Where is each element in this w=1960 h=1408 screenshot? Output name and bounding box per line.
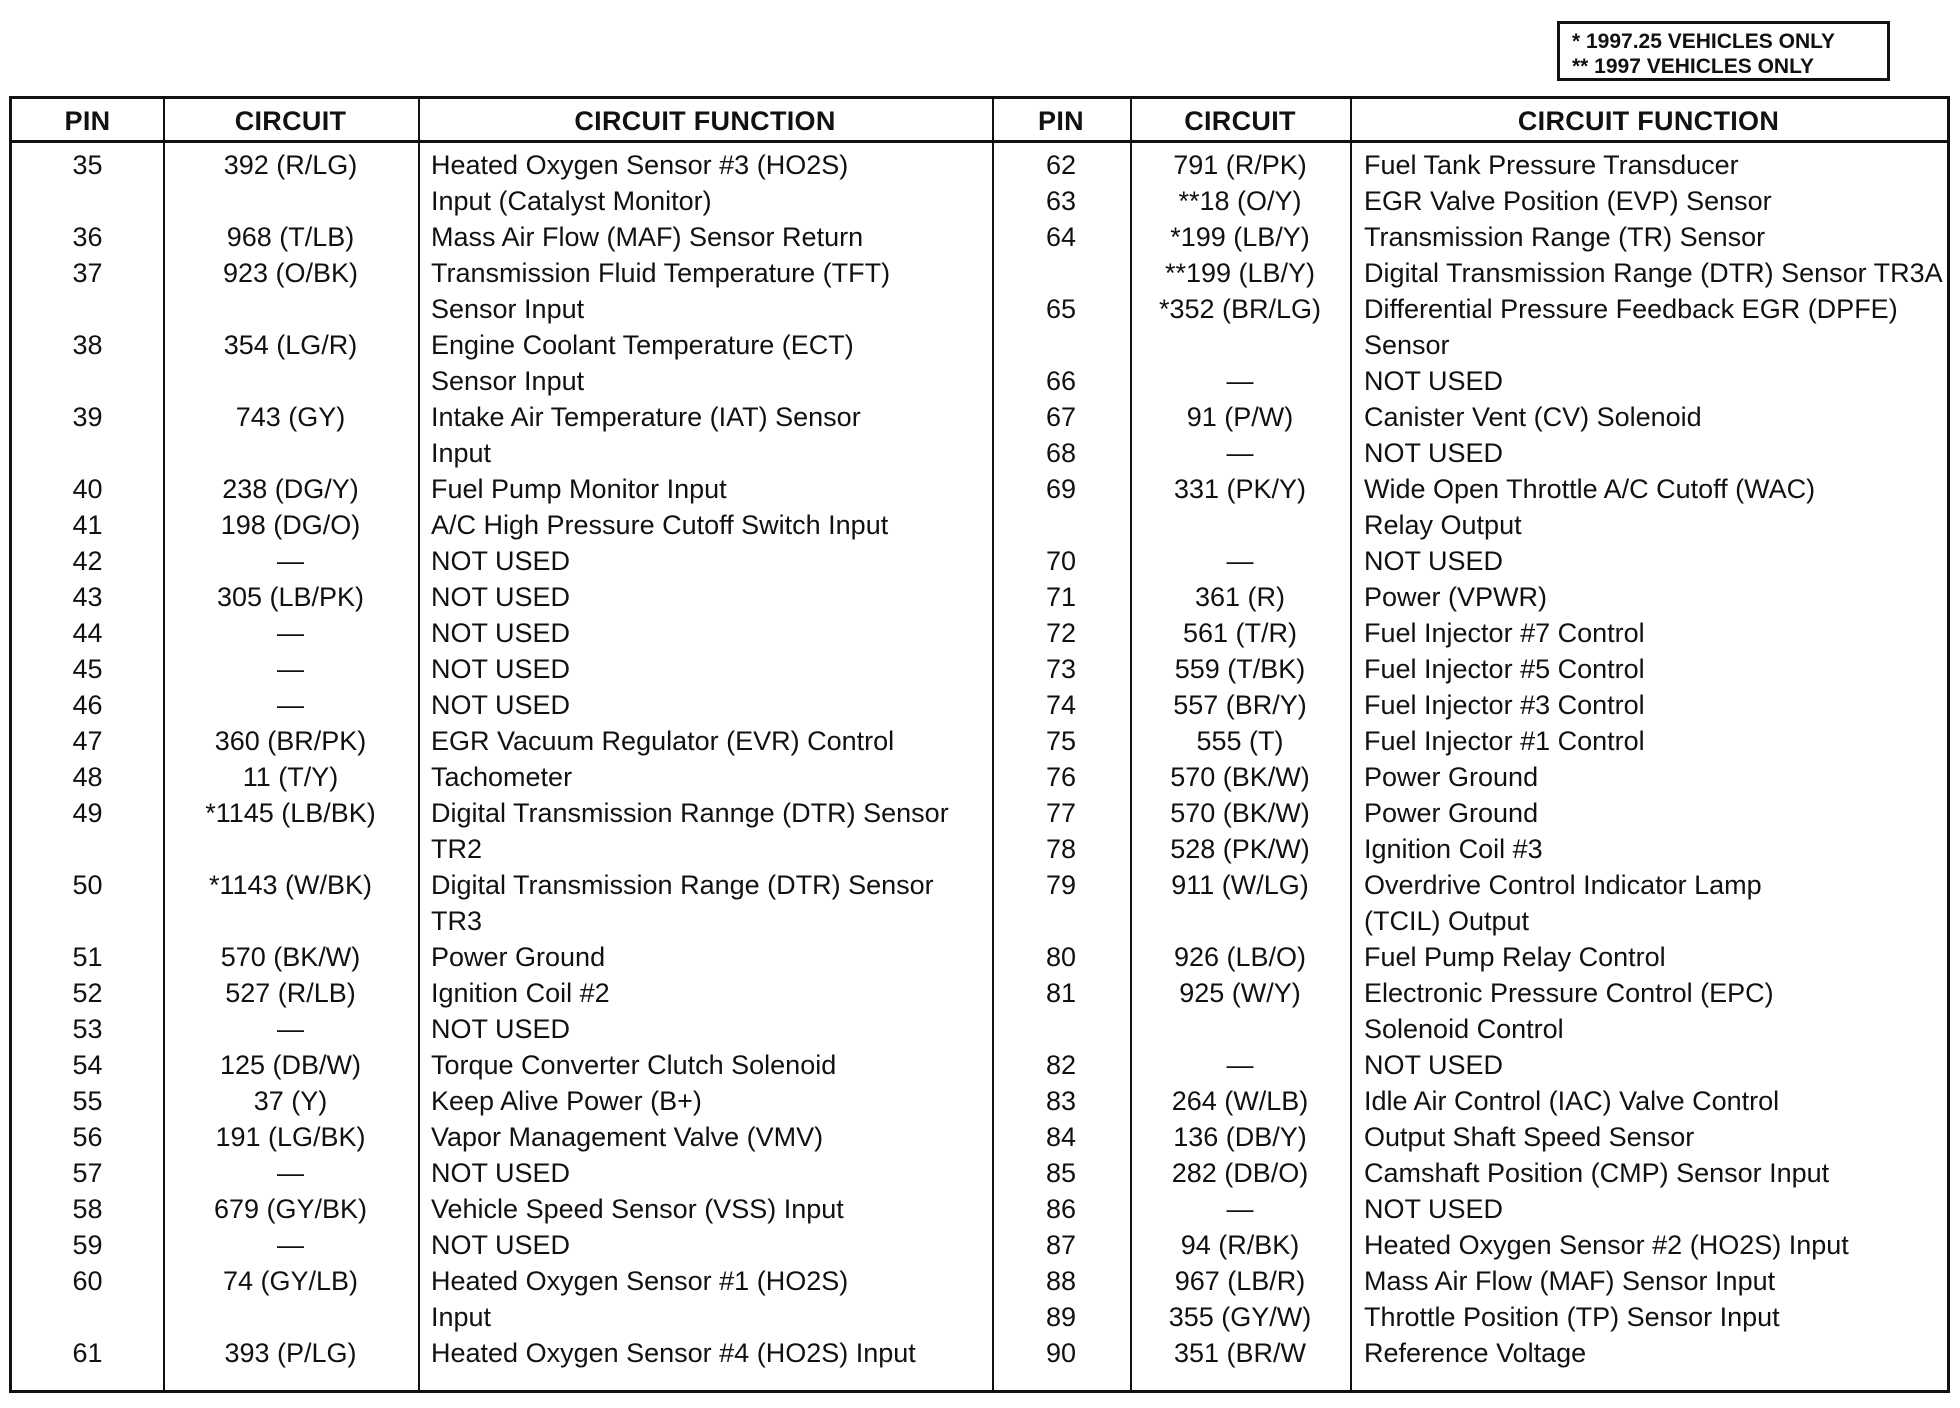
pin-cell-right: 64 xyxy=(1045,222,1077,252)
table-row xyxy=(12,759,1947,795)
pin-cell-left: 49 xyxy=(72,798,103,828)
pin-cell-right: 79 xyxy=(1045,870,1077,900)
circuit-cell-right: 561 (T/R) xyxy=(1182,618,1298,648)
function-cell-left: NOT USED xyxy=(431,582,571,612)
circuit-cell-left: 392 (R/LG) xyxy=(223,150,358,180)
table-row xyxy=(12,147,1947,183)
function-cell-left: Heated Oxygen Sensor #3 (HO2S) xyxy=(431,150,849,180)
circuit-cell-right: — xyxy=(1226,1050,1254,1080)
function-cell-left: Heated Oxygen Sensor #4 (HO2S) Input xyxy=(431,1338,916,1368)
pin-circuit-table xyxy=(9,96,1950,1393)
function-cell-left: Vapor Management Valve (VMV) xyxy=(431,1122,824,1152)
circuit-cell-left: 679 (GY/BK) xyxy=(213,1194,368,1224)
function-cell-right: NOT USED xyxy=(1364,366,1504,396)
pin-cell-right: 67 xyxy=(1045,402,1077,432)
circuit-cell-right xyxy=(1130,903,1350,939)
circuit-cell-left: 37 (Y) xyxy=(253,1086,328,1116)
function-cell-left: Digital Transmission Rannge (DTR) Sensor xyxy=(431,798,949,828)
pin-cell-right: 75 xyxy=(1045,726,1077,756)
pin-cell-right: 83 xyxy=(1045,1086,1077,1116)
pin-cell-left: 47 xyxy=(72,726,103,756)
circuit-cell-right xyxy=(1130,1011,1350,1047)
pin-cell-right: 84 xyxy=(1045,1122,1077,1152)
table-row xyxy=(12,1155,1947,1191)
header-pin-left: PIN xyxy=(64,106,111,136)
function-cell-right: Fuel Tank Pressure Transducer xyxy=(1364,150,1739,180)
table-row xyxy=(12,867,1947,903)
circuit-cell-right: *199 (LB/Y) xyxy=(1170,222,1310,252)
pin-cell-left: 51 xyxy=(72,942,103,972)
circuit-cell-right: — xyxy=(1226,366,1254,396)
circuit-cell-right: 94 (R/BK) xyxy=(1180,1230,1300,1260)
pin-cell-left xyxy=(12,903,163,939)
pin-cell-left: 46 xyxy=(72,690,103,720)
circuit-cell-left: 527 (R/LB) xyxy=(225,978,356,1008)
circuit-cell-left xyxy=(163,831,418,867)
pin-cell-left: 43 xyxy=(72,582,103,612)
table-row xyxy=(12,1011,1947,1047)
pin-cell-left: 44 xyxy=(72,618,103,648)
function-cell-right: NOT USED xyxy=(1364,1194,1504,1224)
function-cell-left: NOT USED xyxy=(431,546,571,576)
header-function-right: CIRCUIT FUNCTION xyxy=(1517,106,1780,136)
function-cell-right: Transmission Range (TR) Sensor xyxy=(1364,222,1766,252)
pin-cell-right: 69 xyxy=(1045,474,1077,504)
pin-cell-right: 68 xyxy=(1045,438,1077,468)
header-circuit-right: CIRCUIT xyxy=(1184,106,1296,136)
circuit-cell-left: 360 (BR/PK) xyxy=(214,726,367,756)
pin-cell-right: 87 xyxy=(1045,1230,1077,1260)
pin-cell-right: 82 xyxy=(1045,1050,1077,1080)
function-cell-left: NOT USED xyxy=(431,1158,571,1188)
pin-cell-left: 42 xyxy=(72,546,103,576)
pin-cell-right: 63 xyxy=(1045,186,1077,216)
table-body xyxy=(12,147,1947,1371)
function-cell-left: Ignition Coil #2 xyxy=(431,978,610,1008)
circuit-cell-left: 305 (LB/PK) xyxy=(216,582,365,612)
circuit-cell-right: 331 (PK/Y) xyxy=(1173,474,1307,504)
function-cell-right: Fuel Injector #3 Control xyxy=(1364,690,1645,720)
function-cell-right: Power Ground xyxy=(1364,762,1539,792)
pin-cell-right xyxy=(992,507,1130,543)
function-cell-right: Fuel Pump Relay Control xyxy=(1364,942,1666,972)
function-cell-left: Transmission Fluid Temperature (TFT) xyxy=(431,258,891,288)
function-cell-left: TR3 xyxy=(431,906,483,936)
function-cell-left: NOT USED xyxy=(431,654,571,684)
circuit-cell-right: 926 (LB/O) xyxy=(1173,942,1307,972)
circuit-cell-right: 282 (DB/O) xyxy=(1171,1158,1309,1188)
function-cell-right: Canister Vent (CV) Solenoid xyxy=(1364,402,1702,432)
circuit-cell-right: — xyxy=(1226,546,1254,576)
table-row xyxy=(12,939,1947,975)
table-row xyxy=(12,1335,1947,1371)
circuit-cell-left xyxy=(163,291,418,327)
function-cell-left: EGR Vacuum Regulator (EVR) Control xyxy=(431,726,895,756)
circuit-cell-left: 11 (T/Y) xyxy=(242,762,339,792)
circuit-cell-left xyxy=(163,1299,418,1335)
table-row xyxy=(12,183,1947,219)
pin-cell-left: 52 xyxy=(72,978,103,1008)
circuit-cell-left: 125 (DB/W) xyxy=(219,1050,362,1080)
pin-cell-left: 36 xyxy=(72,222,103,252)
function-cell-left: TR2 xyxy=(431,834,483,864)
table-row xyxy=(12,291,1947,327)
circuit-cell-left: 743 (GY) xyxy=(235,402,346,432)
table-row xyxy=(12,543,1947,579)
circuit-cell-left: 968 (T/LB) xyxy=(226,222,355,252)
table-row xyxy=(12,327,1947,363)
function-cell-left: Input xyxy=(431,1302,492,1332)
function-cell-left: Digital Transmission Range (DTR) Sensor xyxy=(431,870,934,900)
function-cell-right: NOT USED xyxy=(1364,438,1504,468)
circuit-cell-right: 555 (T) xyxy=(1196,726,1284,756)
table-row xyxy=(12,1227,1947,1263)
pin-cell-right: 71 xyxy=(1045,582,1077,612)
pin-cell-right: 90 xyxy=(1045,1338,1077,1368)
function-cell-right: Electronic Pressure Control (EPC) xyxy=(1364,978,1774,1008)
circuit-cell-right: 925 (W/Y) xyxy=(1179,978,1301,1008)
pin-cell-right: 62 xyxy=(1045,150,1077,180)
circuit-cell-left: — xyxy=(277,1230,304,1260)
pin-cell-right: 85 xyxy=(1045,1158,1077,1188)
pin-cell-left: 48 xyxy=(72,762,103,792)
pin-cell-left: 50 xyxy=(72,870,103,900)
table-row xyxy=(12,687,1947,723)
circuit-cell-left: 198 (DG/O) xyxy=(220,510,361,540)
circuit-cell-left: — xyxy=(277,618,304,648)
circuit-cell-left: 354 (LG/R) xyxy=(223,330,358,360)
pin-cell-right xyxy=(992,327,1130,363)
table-row xyxy=(12,579,1947,615)
table-row xyxy=(12,1191,1947,1227)
pin-cell-left: 57 xyxy=(72,1158,103,1188)
function-cell-right: Reference Voltage xyxy=(1364,1338,1587,1368)
circuit-cell-right: 355 (GY/W) xyxy=(1168,1302,1312,1332)
function-cell-left: Torque Converter Clutch Solenoid xyxy=(431,1050,837,1080)
circuit-cell-right: 264 (W/LB) xyxy=(1171,1086,1309,1116)
pin-cell-right: 74 xyxy=(1045,690,1077,720)
circuit-cell-right: — xyxy=(1226,438,1254,468)
pin-cell-right: 65 xyxy=(1045,294,1077,324)
circuit-cell-left: 570 (BK/W) xyxy=(220,942,361,972)
pin-cell-left xyxy=(12,831,163,867)
table-row xyxy=(12,1299,1947,1335)
function-cell-right: Fuel Injector #7 Control xyxy=(1364,618,1645,648)
pin-cell-left: 54 xyxy=(72,1050,103,1080)
legend-line-1997: ** 1997 VEHICLES ONLY xyxy=(1572,55,1814,78)
circuit-cell-left xyxy=(163,435,418,471)
circuit-cell-right: 351 (BR/W xyxy=(1173,1338,1307,1368)
pin-cell-right xyxy=(992,1011,1130,1047)
function-cell-left: Keep Alive Power (B+) xyxy=(431,1086,702,1116)
circuit-cell-left: 191 (LG/BK) xyxy=(215,1122,366,1152)
function-cell-right: EGR Valve Position (EVP) Sensor xyxy=(1364,186,1772,216)
function-cell-right: Overdrive Control Indicator Lamp xyxy=(1364,870,1762,900)
function-cell-right: Fuel Injector #5 Control xyxy=(1364,654,1645,684)
circuit-cell-right: 911 (W/LG) xyxy=(1171,870,1309,900)
function-cell-left: Tachometer xyxy=(431,762,573,792)
table-row xyxy=(12,363,1947,399)
header-function-left: CIRCUIT FUNCTION xyxy=(574,106,836,136)
circuit-cell-right: 136 (DB/Y) xyxy=(1173,1122,1307,1152)
pin-cell-right: 77 xyxy=(1045,798,1077,828)
circuit-cell-right: 791 (R/PK) xyxy=(1173,150,1307,180)
pin-cell-right: 73 xyxy=(1045,654,1077,684)
circuit-cell-right: 570 (BK/W) xyxy=(1170,798,1310,828)
circuit-cell-left: *1143 (W/BK) xyxy=(208,870,373,900)
pin-cell-right: 86 xyxy=(1045,1194,1077,1224)
function-cell-left: Sensor Input xyxy=(431,294,585,324)
circuit-cell-right: *352 (BR/LG) xyxy=(1158,294,1322,324)
function-cell-left: Fuel Pump Monitor Input xyxy=(431,474,727,504)
function-cell-left: Mass Air Flow (MAF) Sensor Return xyxy=(431,222,864,252)
table-row xyxy=(12,399,1947,435)
function-cell-right: Solenoid Control xyxy=(1364,1014,1564,1044)
table-row xyxy=(12,795,1947,831)
table-row xyxy=(12,831,1947,867)
function-cell-right: Camshaft Position (CMP) Sensor Input xyxy=(1364,1158,1830,1188)
circuit-cell-left: 393 (P/LG) xyxy=(224,1338,357,1368)
function-cell-right: Power (VPWR) xyxy=(1364,582,1548,612)
function-cell-left: Power Ground xyxy=(431,942,606,972)
pin-cell-right: 81 xyxy=(1045,978,1077,1008)
function-cell-left: A/C High Pressure Cutoff Switch Input xyxy=(431,510,889,540)
function-cell-right: NOT USED xyxy=(1364,546,1504,576)
table-row xyxy=(12,975,1947,1011)
function-cell-left: Heated Oxygen Sensor #1 (HO2S) xyxy=(431,1266,849,1296)
pin-cell-left: 53 xyxy=(72,1014,103,1044)
function-cell-right: Differential Pressure Feedback EGR (DPFE) xyxy=(1364,294,1898,324)
pin-cell-left xyxy=(12,183,163,219)
function-cell-left: NOT USED xyxy=(431,618,571,648)
function-cell-left: Input xyxy=(431,438,492,468)
circuit-cell-right: **18 (O/Y) xyxy=(1178,186,1302,216)
table-row xyxy=(12,651,1947,687)
pin-cell-left: 39 xyxy=(72,402,103,432)
table-row xyxy=(12,471,1947,507)
function-cell-right: Fuel Injector #1 Control xyxy=(1364,726,1645,756)
table-row xyxy=(12,219,1947,255)
function-cell-left: Sensor Input xyxy=(431,366,585,396)
pin-cell-left: 40 xyxy=(72,474,103,504)
function-cell-right: Heated Oxygen Sensor #2 (HO2S) Input xyxy=(1364,1230,1849,1260)
header-circuit-left: CIRCUIT xyxy=(234,106,347,136)
pin-cell-right: 76 xyxy=(1045,762,1077,792)
function-cell-right: Ignition Coil #3 xyxy=(1364,834,1543,864)
circuit-cell-left: — xyxy=(277,1014,304,1044)
table-row xyxy=(12,1047,1947,1083)
function-cell-left: Engine Coolant Temperature (ECT) xyxy=(431,330,854,360)
legend-line-1997-25: * 1997.25 VEHICLES ONLY xyxy=(1572,30,1836,53)
circuit-cell-left: 923 (O/BK) xyxy=(222,258,359,288)
function-cell-left: Intake Air Temperature (IAT) Sensor xyxy=(431,402,861,432)
circuit-cell-right: 559 (T/BK) xyxy=(1174,654,1306,684)
pin-cell-left: 60 xyxy=(72,1266,103,1296)
pin-cell-left: 56 xyxy=(72,1122,103,1152)
circuit-cell-left xyxy=(163,903,418,939)
circuit-cell-left: — xyxy=(277,1158,304,1188)
pin-cell-right: 66 xyxy=(1045,366,1077,396)
circuit-cell-right: 91 (P/W) xyxy=(1186,402,1294,432)
circuit-cell-right: 570 (BK/W) xyxy=(1170,762,1310,792)
circuit-cell-left: — xyxy=(277,654,304,684)
pin-cell-right: 88 xyxy=(1045,1266,1077,1296)
function-cell-right: Mass Air Flow (MAF) Sensor Input xyxy=(1364,1266,1776,1296)
table-row xyxy=(12,507,1947,543)
pin-cell-right: 80 xyxy=(1045,942,1077,972)
function-cell-left: NOT USED xyxy=(431,1230,571,1260)
pin-cell-right: 89 xyxy=(1045,1302,1077,1332)
pin-cell-right: 70 xyxy=(1045,546,1077,576)
circuit-cell-left: — xyxy=(277,690,304,720)
pin-cell-right xyxy=(992,255,1130,291)
function-cell-right: Digital Transmission Range (DTR) Sensor TR3A xyxy=(1364,258,1943,288)
pin-cell-right: 78 xyxy=(1045,834,1077,864)
circuit-cell-right xyxy=(1130,327,1350,363)
function-cell-left: Vehicle Speed Sensor (VSS) Input xyxy=(431,1194,844,1224)
pin-cell-left xyxy=(12,1299,163,1335)
circuit-cell-left xyxy=(163,363,418,399)
vehicle-legend-box xyxy=(1557,21,1890,81)
circuit-cell-left: — xyxy=(277,546,304,576)
table-row xyxy=(12,1263,1947,1299)
header-pin-right: PIN xyxy=(1038,106,1084,136)
function-cell-right: (TCIL) Output xyxy=(1364,906,1530,936)
circuit-cell-right: 967 (LB/R) xyxy=(1174,1266,1306,1296)
function-cell-right: Throttle Position (TP) Sensor Input xyxy=(1364,1302,1780,1332)
table-row xyxy=(12,903,1947,939)
circuit-cell-left: *1145 (LB/BK) xyxy=(205,798,376,828)
function-cell-left: NOT USED xyxy=(431,690,571,720)
pin-cell-left xyxy=(12,363,163,399)
pin-cell-left: 41 xyxy=(72,510,103,540)
table-row xyxy=(12,615,1947,651)
pin-cell-left xyxy=(12,291,163,327)
function-cell-left: NOT USED xyxy=(431,1014,571,1044)
circuit-cell-left: 74 (GY/LB) xyxy=(222,1266,359,1296)
pin-cell-left: 58 xyxy=(72,1194,103,1224)
pin-cell-left xyxy=(12,435,163,471)
table-row xyxy=(12,1119,1947,1155)
pin-cell-left: 59 xyxy=(72,1230,103,1260)
function-cell-right: Sensor xyxy=(1364,330,1450,360)
circuit-cell-left xyxy=(163,183,418,219)
pin-cell-left: 35 xyxy=(72,150,103,180)
header-divider xyxy=(12,140,1947,143)
circuit-cell-right: 557 (BR/Y) xyxy=(1173,690,1307,720)
circuit-cell-right: 528 (PK/W) xyxy=(1170,834,1310,864)
table-row xyxy=(12,435,1947,471)
table-row xyxy=(12,723,1947,759)
pin-cell-left: 55 xyxy=(72,1086,103,1116)
pin-cell-left: 61 xyxy=(72,1338,103,1368)
pin-cell-left: 37 xyxy=(72,258,103,288)
table-row xyxy=(12,255,1947,291)
pin-cell-left: 45 xyxy=(72,654,103,684)
function-cell-right: Idle Air Control (IAC) Valve Control xyxy=(1364,1086,1780,1116)
table-row xyxy=(12,1083,1947,1119)
function-cell-right: Power Ground xyxy=(1364,798,1539,828)
function-cell-right: Output Shaft Speed Sensor xyxy=(1364,1122,1695,1152)
circuit-cell-right: — xyxy=(1226,1194,1254,1224)
circuit-cell-right: **199 (LB/Y) xyxy=(1164,258,1316,288)
pin-cell-right xyxy=(992,903,1130,939)
pin-cell-left: 38 xyxy=(72,330,103,360)
circuit-cell-left: 238 (DG/Y) xyxy=(222,474,359,504)
circuit-cell-right: 361 (R) xyxy=(1194,582,1286,612)
function-cell-right: Relay Output xyxy=(1364,510,1522,540)
circuit-cell-right xyxy=(1130,507,1350,543)
function-cell-right: Wide Open Throttle A/C Cutoff (WAC) xyxy=(1364,474,1816,504)
function-cell-left: Input (Catalyst Monitor) xyxy=(431,186,712,216)
pin-cell-right: 72 xyxy=(1045,618,1077,648)
function-cell-right: NOT USED xyxy=(1364,1050,1504,1080)
